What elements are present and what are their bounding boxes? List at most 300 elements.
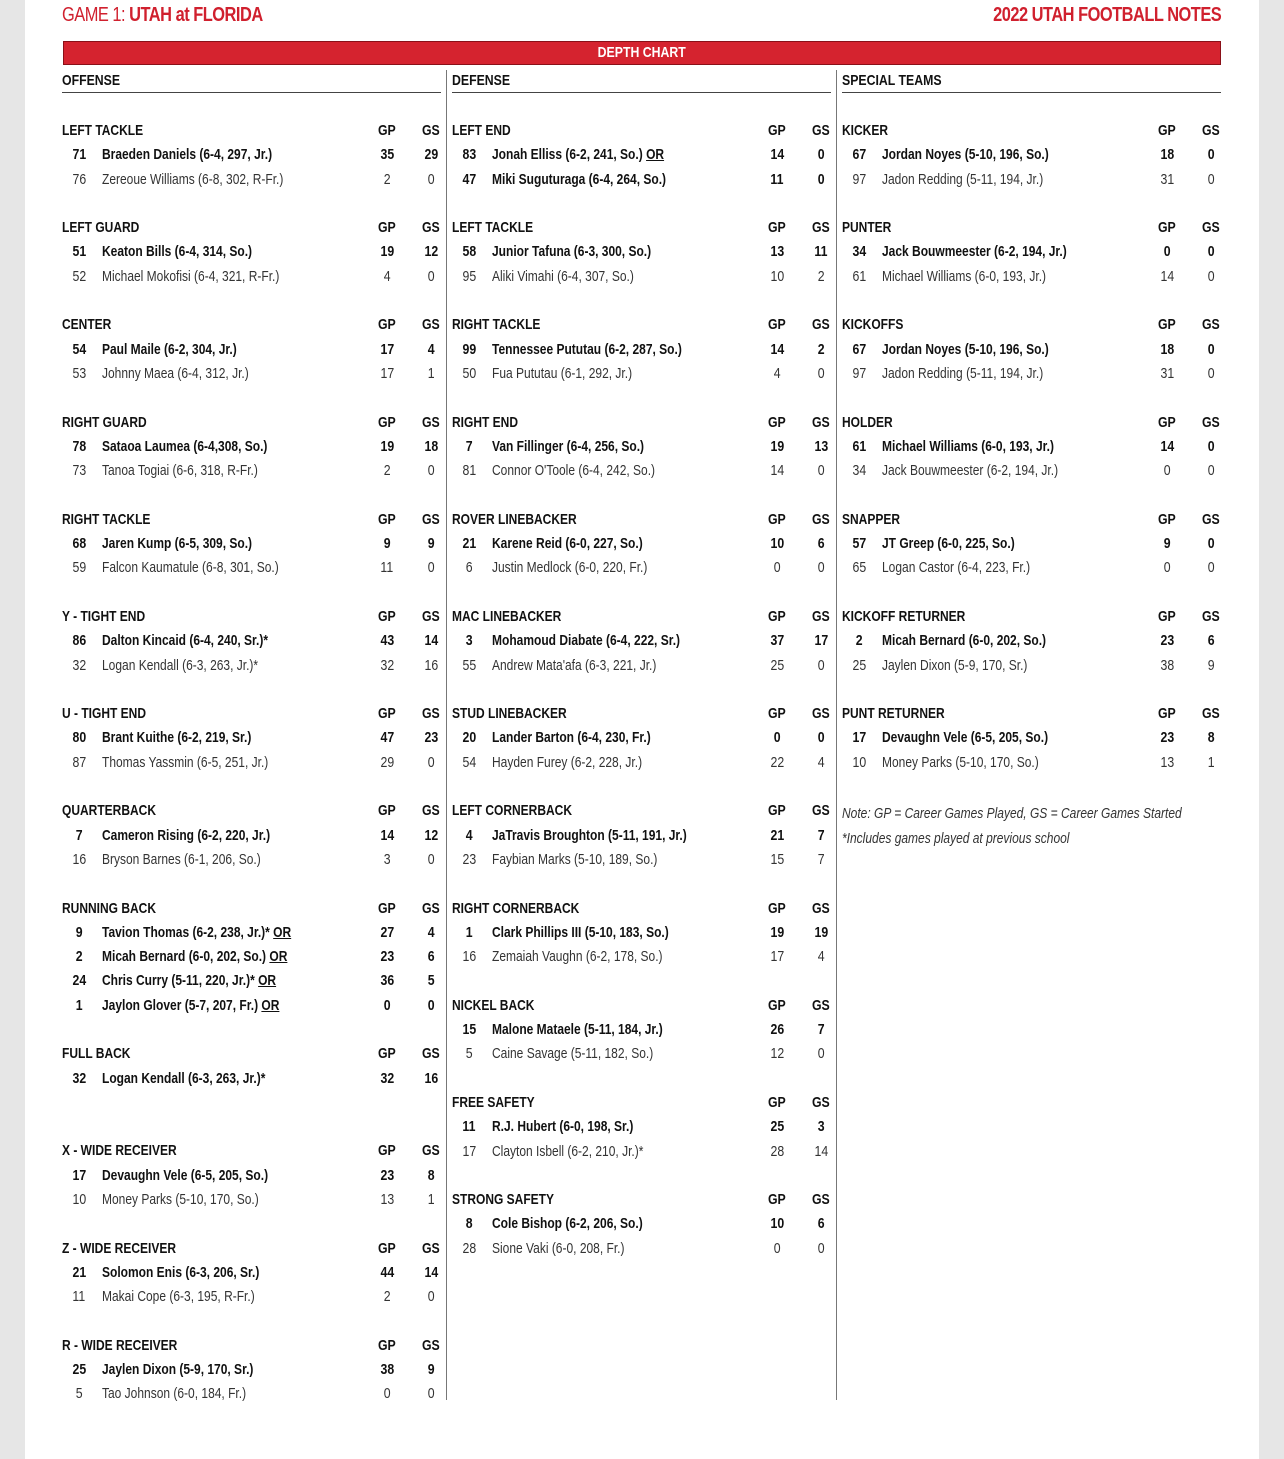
gp-header xyxy=(762,997,792,1014)
gp-header xyxy=(762,1094,792,1111)
position-label-text: LEFT END xyxy=(452,122,511,139)
games-started xyxy=(416,341,446,358)
games-played-value: 3 xyxy=(383,850,391,868)
player-name xyxy=(492,729,690,746)
games-played-value: 18 xyxy=(1160,146,1174,164)
jersey-number-text: 95 xyxy=(462,267,476,285)
player-name-text: Miki Suguturaga (6-4, 264, So.) xyxy=(492,170,667,188)
player-name-wrap xyxy=(492,1021,663,1038)
player-name xyxy=(102,632,310,649)
player-name-wrap xyxy=(102,1264,259,1281)
player-name-wrap xyxy=(102,535,252,552)
position-header-row xyxy=(62,608,441,632)
gp-header xyxy=(1152,511,1182,528)
column-divider xyxy=(836,70,837,1400)
games-played-value: 14 xyxy=(770,340,784,358)
player-name-text: Jaylen Dixon (5-9, 170, Sr.) xyxy=(102,1361,254,1379)
position-label-text: RIGHT CORNERBACK xyxy=(452,899,580,917)
jersey-number xyxy=(68,1264,90,1281)
games-started-value: 8 xyxy=(427,1166,435,1184)
games-played-value: 11 xyxy=(770,170,784,188)
player-row xyxy=(62,1361,441,1385)
gs-header-text: GS xyxy=(812,899,830,917)
player-name-wrap xyxy=(882,268,1046,285)
jersey-number-text: 11 xyxy=(462,1118,476,1136)
player-name-text: Micah Bernard (6-0, 202, So.) xyxy=(102,948,270,966)
games-started-value: 1 xyxy=(1207,753,1215,771)
position-label xyxy=(62,219,159,236)
position-label xyxy=(452,997,555,1014)
jersey-number-text: 80 xyxy=(72,729,86,747)
games-played-value: 31 xyxy=(1160,170,1174,188)
games-played-value: 10 xyxy=(770,267,784,285)
gs-header xyxy=(1196,122,1226,139)
games-played-value: 15 xyxy=(770,850,784,868)
games-started-value: 7 xyxy=(817,850,825,868)
player-name-wrap xyxy=(102,171,283,188)
jersey-number-text: 17 xyxy=(72,1166,86,1184)
position-label xyxy=(62,316,124,333)
jersey-number-text: 34 xyxy=(852,462,866,480)
player-name-text: Jonah Elliss (6-2, 241, So.) xyxy=(492,146,647,164)
games-played xyxy=(1152,754,1182,771)
games-started-value: 0 xyxy=(817,462,825,480)
jersey-number xyxy=(848,243,870,260)
gp-header xyxy=(372,511,402,528)
gp-header xyxy=(372,705,402,722)
jersey-number xyxy=(848,729,870,746)
gs-header xyxy=(806,122,836,139)
jersey-number xyxy=(68,243,90,260)
position-group xyxy=(452,316,831,389)
games-played-value: 0 xyxy=(1163,559,1171,577)
games-started-value: 13 xyxy=(814,437,828,455)
player-name-text: Jordan Noyes (5-10, 196, So.) xyxy=(882,146,1049,164)
games-started xyxy=(806,146,836,163)
jersey-number xyxy=(458,1021,480,1038)
gp-header xyxy=(1152,414,1182,431)
jersey-number-text: 97 xyxy=(852,170,866,188)
position-label-text: R - WIDE RECEIVER xyxy=(62,1336,178,1354)
jersey-number-text: 20 xyxy=(462,729,476,747)
gp-header xyxy=(372,1240,402,1257)
column-title-text: DEFENSE xyxy=(452,72,511,89)
player-name-text: Cole Bishop (6-2, 206, So.) xyxy=(492,1215,643,1233)
games-started-value: 4 xyxy=(817,948,825,966)
gs-header-text: GS xyxy=(812,122,830,139)
position-group xyxy=(452,1094,831,1167)
jersey-number-text: 7 xyxy=(75,826,83,844)
position-label xyxy=(452,608,589,625)
player-name-wrap xyxy=(492,1215,643,1232)
player-row xyxy=(452,559,831,583)
position-header-row xyxy=(452,1094,831,1118)
games-started xyxy=(416,146,446,163)
player-name-wrap xyxy=(102,438,267,455)
gp-header xyxy=(372,122,402,139)
gs-header-text: GS xyxy=(422,608,440,625)
jersey-number-text: 32 xyxy=(72,1069,86,1087)
player-row xyxy=(452,632,831,656)
or-label: OR xyxy=(258,972,277,990)
jersey-number xyxy=(458,462,480,479)
player-name xyxy=(102,1167,310,1184)
jersey-number-text: 65 xyxy=(852,559,866,577)
games-played-value: 4 xyxy=(773,364,781,382)
gs-header xyxy=(416,705,446,722)
player-name xyxy=(492,754,680,771)
gp-header-text: GP xyxy=(768,802,786,820)
jersey-number-text: 47 xyxy=(462,170,476,188)
jersey-number-text: 25 xyxy=(72,1361,86,1379)
player-row xyxy=(452,243,831,267)
position-label xyxy=(62,1045,148,1062)
position-label xyxy=(842,705,970,722)
position-label xyxy=(62,511,173,528)
player-row xyxy=(452,341,831,365)
games-started xyxy=(416,851,446,868)
games-played-value: 4 xyxy=(383,267,391,285)
games-played xyxy=(762,827,792,844)
player-name xyxy=(882,268,1087,285)
jersey-number xyxy=(68,146,90,163)
jersey-number xyxy=(848,632,870,649)
games-played xyxy=(762,171,792,188)
games-started xyxy=(416,1288,446,1305)
games-started-value: 4 xyxy=(817,753,825,771)
games-played-value: 47 xyxy=(380,729,394,747)
games-started-value: 0 xyxy=(1207,559,1215,577)
gs-header xyxy=(1196,414,1226,431)
jersey-number xyxy=(68,851,90,868)
jersey-number-text: 21 xyxy=(462,535,476,553)
games-played-value: 23 xyxy=(380,1166,394,1184)
player-row xyxy=(452,1021,831,1045)
games-started-value: 0 xyxy=(817,1045,825,1063)
player-name-wrap xyxy=(102,827,270,844)
jersey-number-text: 15 xyxy=(462,1021,476,1039)
gp-header-text: GP xyxy=(768,122,786,139)
jersey-number-text: 55 xyxy=(462,656,476,674)
game-header xyxy=(62,4,263,27)
games-played xyxy=(762,729,792,746)
gp-header-text: GP xyxy=(378,899,396,917)
jersey-number xyxy=(458,171,480,188)
gs-header xyxy=(416,1142,446,1159)
jersey-number xyxy=(68,1191,90,1208)
jersey-number-text: 97 xyxy=(852,364,866,382)
player-name-text: R.J. Hubert (6-0, 198, Sr.) xyxy=(492,1118,634,1136)
player-name-wrap xyxy=(492,1240,625,1257)
jersey-number xyxy=(68,632,90,649)
games-started-value: 2 xyxy=(817,267,825,285)
gs-header xyxy=(1196,316,1226,333)
gp-header-text: GP xyxy=(1158,122,1176,139)
player-name-wrap xyxy=(102,851,261,868)
player-name-text: Falcon Kaumatule (6-8, 301, So.) xyxy=(102,559,279,577)
games-started-value: 14 xyxy=(424,632,438,650)
position-group xyxy=(842,414,1221,487)
player-name xyxy=(492,851,699,868)
position-group xyxy=(452,705,831,778)
games-started-value: 16 xyxy=(424,656,438,674)
position-header-row xyxy=(62,219,441,243)
games-started-value: 18 xyxy=(424,437,438,455)
jersey-number xyxy=(848,268,870,285)
jersey-number xyxy=(848,171,870,188)
gs-header-text: GS xyxy=(422,899,440,917)
player-name-text: Bryson Barnes (6-1, 206, So.) xyxy=(102,850,261,868)
jersey-number xyxy=(68,341,90,358)
position-group xyxy=(842,608,1221,681)
player-name-text: Logan Kendall (6-3, 263, Jr.)* xyxy=(102,1069,266,1087)
games-started-value: 6 xyxy=(817,1215,825,1233)
gp-header-text: GP xyxy=(768,899,786,917)
gp-header-text: GP xyxy=(378,1239,396,1257)
games-started-value: 0 xyxy=(427,559,435,577)
player-name-wrap xyxy=(492,1045,653,1062)
games-played xyxy=(762,632,792,649)
games-played xyxy=(372,1167,402,1184)
position-group xyxy=(842,316,1221,389)
gp-header-text: GP xyxy=(378,510,396,528)
player-name-wrap xyxy=(492,1143,643,1160)
banner-label: DEPTH CHART xyxy=(597,44,687,61)
jersey-number xyxy=(68,972,90,989)
jersey-number-text: 61 xyxy=(852,267,866,285)
jersey-number-text: 53 xyxy=(72,364,86,382)
player-name-wrap xyxy=(492,171,666,188)
player-name-text: Thomas Yassmin (6-5, 251, Jr.) xyxy=(102,753,269,771)
games-started xyxy=(806,657,836,674)
jersey-number-text: 51 xyxy=(72,243,86,261)
games-played xyxy=(372,171,402,188)
player-name xyxy=(882,754,1078,771)
gp-header xyxy=(762,219,792,236)
position-label xyxy=(842,414,905,431)
games-played xyxy=(372,146,402,163)
position-header-row xyxy=(452,997,831,1021)
player-name-text: Michael Mokofisi (6-4, 321, R-Fr.) xyxy=(102,267,280,285)
player-name-text: Aliki Vimahi (6-4, 307, So.) xyxy=(492,267,634,285)
gs-header xyxy=(416,1045,446,1062)
player-name-wrap xyxy=(492,657,656,674)
games-started xyxy=(806,462,836,479)
position-header-row xyxy=(842,122,1221,146)
player-row xyxy=(62,632,441,656)
position-header-row xyxy=(452,122,831,146)
jersey-number xyxy=(848,462,870,479)
position-label xyxy=(62,802,180,819)
gp-header xyxy=(1152,608,1182,625)
games-started xyxy=(1196,657,1226,674)
games-played xyxy=(1152,632,1182,649)
games-started-value: 9 xyxy=(427,535,435,553)
player-row xyxy=(452,1240,831,1264)
jersey-number-text: 2 xyxy=(855,632,863,650)
games-played xyxy=(762,1215,792,1232)
player-name-text: Jadon Redding (5-11, 194, Jr.) xyxy=(882,364,1044,382)
player-name-wrap xyxy=(492,1118,633,1135)
player-name-text: Logan Castor (6-4, 223, Fr.) xyxy=(882,559,1031,577)
gs-header-text: GS xyxy=(812,705,830,723)
position-label-text: KICKOFFS xyxy=(842,316,904,334)
games-started-value: 6 xyxy=(817,535,825,553)
gp-header-text: GP xyxy=(378,413,396,431)
games-started-value: 3 xyxy=(817,1118,825,1136)
games-started xyxy=(416,729,446,746)
games-started-value: 0 xyxy=(1207,267,1215,285)
games-played-value: 44 xyxy=(380,1263,394,1281)
gp-header-text: GP xyxy=(378,802,396,820)
jersey-number-text: 11 xyxy=(72,1288,86,1306)
games-started-value: 1 xyxy=(427,1190,435,1208)
player-name xyxy=(492,146,707,163)
position-header-row xyxy=(452,900,831,924)
player-row xyxy=(62,754,441,778)
column-title-text: OFFENSE xyxy=(62,72,121,89)
games-played-value: 0 xyxy=(773,559,781,577)
gp-header xyxy=(1152,219,1182,236)
player-name xyxy=(882,171,1084,188)
games-played-value: 23 xyxy=(1160,729,1174,747)
games-started-value: 0 xyxy=(427,850,435,868)
player-name xyxy=(102,1288,293,1305)
player-name xyxy=(492,1118,669,1135)
games-played-value: 17 xyxy=(380,340,394,358)
position-group xyxy=(62,802,441,875)
gs-header-text: GS xyxy=(422,1239,440,1257)
player-row xyxy=(62,1070,441,1094)
position-label xyxy=(452,122,525,139)
player-name xyxy=(882,657,1064,674)
player-name-wrap xyxy=(102,243,252,260)
games-played xyxy=(372,924,402,941)
games-started xyxy=(1196,535,1226,552)
games-started-value: 0 xyxy=(1207,340,1215,358)
player-name-text: Fua Pututau (6-1, 292, Jr.) xyxy=(492,364,633,382)
position-label-text: LEFT TACKLE xyxy=(62,122,144,139)
player-name-text: Keaton Bills (6-4, 314, So.) xyxy=(102,243,253,261)
games-played xyxy=(762,657,792,674)
games-played xyxy=(372,657,402,674)
player-name-text: Solomon Enis (6-3, 206, Sr.) xyxy=(102,1263,260,1281)
player-name-text: Jaren Kump (6-5, 309, So.) xyxy=(102,535,253,553)
player-name xyxy=(102,146,315,163)
player-name-wrap xyxy=(102,729,251,746)
player-name-text: Michael Williams (6-0, 193, Jr.) xyxy=(882,267,1047,285)
player-name xyxy=(492,438,682,455)
games-started xyxy=(806,827,836,844)
player-name xyxy=(882,365,1084,382)
gs-header-text: GS xyxy=(1202,219,1220,237)
player-row xyxy=(62,268,441,292)
jersey-number xyxy=(68,924,90,941)
jersey-number xyxy=(458,243,480,260)
player-name-text: Michael Williams (6-0, 193, Jr.) xyxy=(882,437,1054,455)
games-started-value: 23 xyxy=(424,729,438,747)
gp-header-text: GP xyxy=(768,705,786,723)
games-started xyxy=(416,438,446,455)
player-name-text: Connor O'Toole (6-4, 242, So.) xyxy=(492,462,656,480)
jersey-number xyxy=(848,341,870,358)
games-started-value: 9 xyxy=(427,1361,435,1379)
gs-header xyxy=(1196,219,1226,236)
player-name-text: Mohamoud Diabate (6-4, 222, Sr.) xyxy=(492,632,681,650)
position-group xyxy=(62,608,441,681)
player-name xyxy=(492,1021,705,1038)
jersey-number xyxy=(458,1118,480,1135)
player-name-wrap xyxy=(102,268,279,285)
games-played-value: 13 xyxy=(380,1190,394,1208)
jersey-number xyxy=(458,1215,480,1232)
jersey-number-text: 99 xyxy=(462,340,476,358)
games-played-value: 37 xyxy=(770,632,784,650)
gs-header-text: GS xyxy=(422,316,440,334)
position-header-row xyxy=(62,802,441,826)
player-name-wrap xyxy=(102,1361,253,1378)
player-row xyxy=(452,146,831,170)
jersey-number-text: 10 xyxy=(72,1190,86,1208)
position-label-text: RIGHT END xyxy=(452,413,518,431)
games-played xyxy=(372,972,402,989)
jersey-number xyxy=(458,948,480,965)
player-row xyxy=(452,657,831,681)
player-row xyxy=(62,462,441,486)
games-started xyxy=(416,1191,446,1208)
games-started-value: 0 xyxy=(1207,462,1215,480)
player-row xyxy=(62,559,441,583)
jersey-number xyxy=(848,754,870,771)
jersey-number-text: 54 xyxy=(462,753,476,771)
player-name xyxy=(492,535,680,552)
games-played-value: 35 xyxy=(380,146,394,164)
player-name xyxy=(102,948,334,965)
games-played xyxy=(372,948,402,965)
gs-header-text: GS xyxy=(1202,510,1220,528)
games-played-value: 22 xyxy=(770,753,784,771)
player-name-wrap xyxy=(882,754,1039,771)
games-started-value: 6 xyxy=(1207,632,1215,650)
position-label xyxy=(452,1094,555,1111)
position-header-row xyxy=(62,1337,441,1361)
gs-header-text: GS xyxy=(422,1045,440,1063)
gs-header-text: GS xyxy=(422,413,440,431)
player-row xyxy=(62,729,441,753)
player-name xyxy=(882,729,1090,746)
position-label-text: FULL BACK xyxy=(62,1045,131,1063)
player-name-wrap xyxy=(102,657,258,674)
player-name xyxy=(102,1070,306,1087)
position-header-row xyxy=(62,900,441,924)
or-label: OR xyxy=(261,996,280,1014)
position-header-row xyxy=(452,802,831,826)
gp-header xyxy=(762,1191,792,1208)
position-group xyxy=(452,414,831,487)
player-name-text: Logan Kendall (6-3, 263, Jr.)* xyxy=(102,656,259,674)
games-played xyxy=(372,365,402,382)
jersey-number-text: 58 xyxy=(462,243,476,261)
player-name xyxy=(492,1215,680,1232)
gs-header xyxy=(806,608,836,625)
gp-header xyxy=(1152,705,1182,722)
games-played xyxy=(372,535,402,552)
jersey-number xyxy=(68,1070,90,1087)
jersey-number xyxy=(68,1167,90,1184)
player-name xyxy=(102,1361,291,1378)
games-started xyxy=(416,1070,446,1087)
position-header-row xyxy=(842,608,1221,632)
